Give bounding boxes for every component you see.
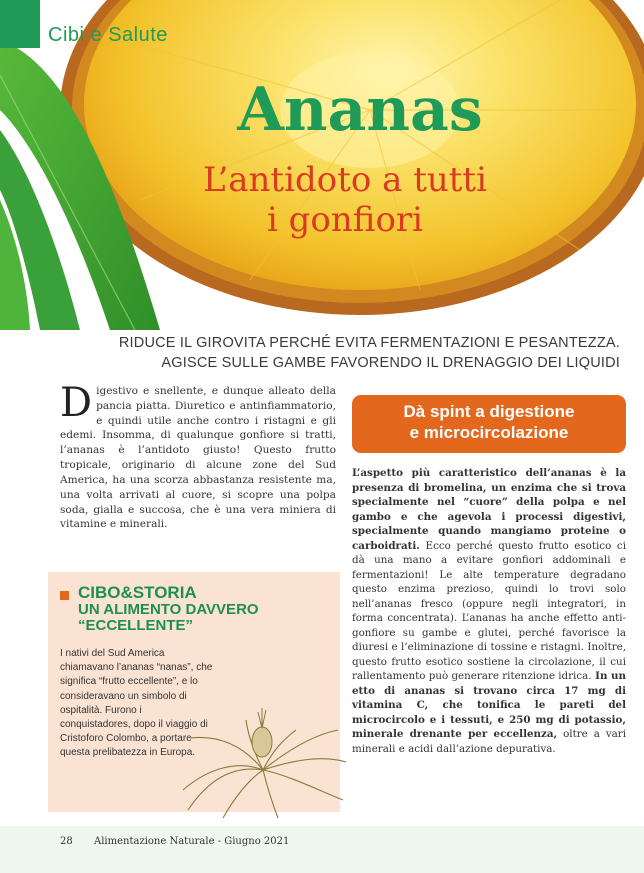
article-subtitle	[160, 160, 530, 240]
intro-lead	[100, 334, 620, 373]
drop-cap: D	[60, 380, 93, 426]
heading-line-2: e microcircolazione	[409, 423, 569, 443]
left-body-paragraph: igestivo e snellente, e dunque alleato della pancia piatta. Diuretico e antinfiammatorio, e quindi utile anche contro i ristagni e gli edemi. Insomma, di qualunque gonfiore si tratti, l’ananas è l’antidoto giusto! Questo frutto tropicale, originario di alcune zone del Sud America, ha una scorza abbastanza resistente ma, una volta arrivati al cuore, si scopre una polpa soda, gialla e succosa, che è una vera miniera di vitamine e minerali.	[60, 385, 336, 531]
square-bullet-icon	[60, 591, 69, 600]
box-title-line-3: “ECCELLENTE”	[78, 616, 194, 634]
left-body-text	[60, 380, 336, 532]
history-box-title	[78, 584, 318, 633]
history-box-text: I nativi del Sud America chiamavano l’ananas “nanas”, che significa “frutto eccellente”, e lo consideravano un simbolo di ospitalità. Furono i conquistadores, dopo il viaggio di Cristoforo Colombo, a portare questa prelibatezza in Europa.	[60, 648, 213, 759]
subtitle-line-1: L’antidoto a tutti	[203, 160, 487, 200]
intro-line-1: RIDUCE IL GIROVITA PERCHÉ EVITA FERMENTAZIONI E PESANTEZZA.	[118, 335, 620, 351]
right-text-1: Ecco perché questo frutto esotico ci dà una mano a evitare gonfiori addominali e fermentazioni! Le alte temperature degradano questo enzima prezioso, quindi lo trovi solo nell’ananas fresco (oppure negli integratori, in forma concentrata). L’ananas ha anche effetto anti-gonfiore su gambe e glutei, perché favorisce la diuresi e l’eliminazione di tossine e ristagni. Inoltre, questo frutto esotico sostiene la circolazione, il cui rallentamento può generare ritenzione idrica.	[352, 539, 626, 683]
right-body-text	[352, 466, 626, 756]
right-bold-2: In un etto di ananas si trovano circa 17 mg di vitamina C, che tonifica le pareti del microcircolo e i tessuti, e 250 mg di potassio, minerale drenante per eccellenza,	[352, 670, 626, 741]
article-title: Ananas	[237, 75, 483, 145]
magazine-credit: Alimentazione Naturale - Giugno 2021	[94, 836, 290, 847]
footer-bar	[0, 826, 644, 873]
box-title-line-2: UN ALIMENTO DAVVERO	[78, 600, 259, 618]
box-title-line-1: CIBO&STORIA	[78, 583, 197, 602]
subtitle-line-2: i gonfiori	[266, 200, 424, 241]
right-text-2: oltre a vari minerali e acidi dall’azione depurativa.	[352, 728, 626, 755]
intro-line-2: AGISCE SULLE GAMBE FAVORENDO IL DRENAGGIO DEI LIQUIDI	[161, 354, 620, 371]
right-bold-1: L’aspetto più caratteristico dell’ananas è la presenza di bromelina, un enzima che si trova specialmente nel “cuore” della polpa e nel gambo e che agevola i processi digestivi, specialmente quando mangiamo proteine o carboidrati.	[352, 467, 626, 552]
heading-line-1: Dà spint a digestione	[403, 402, 575, 421]
section-tab	[0, 0, 40, 48]
section-heading-pill	[352, 395, 626, 453]
pineapple-plant-icon	[178, 650, 348, 820]
section-label: Cibi e Salute	[48, 24, 168, 46]
page-number: 28	[60, 836, 73, 847]
